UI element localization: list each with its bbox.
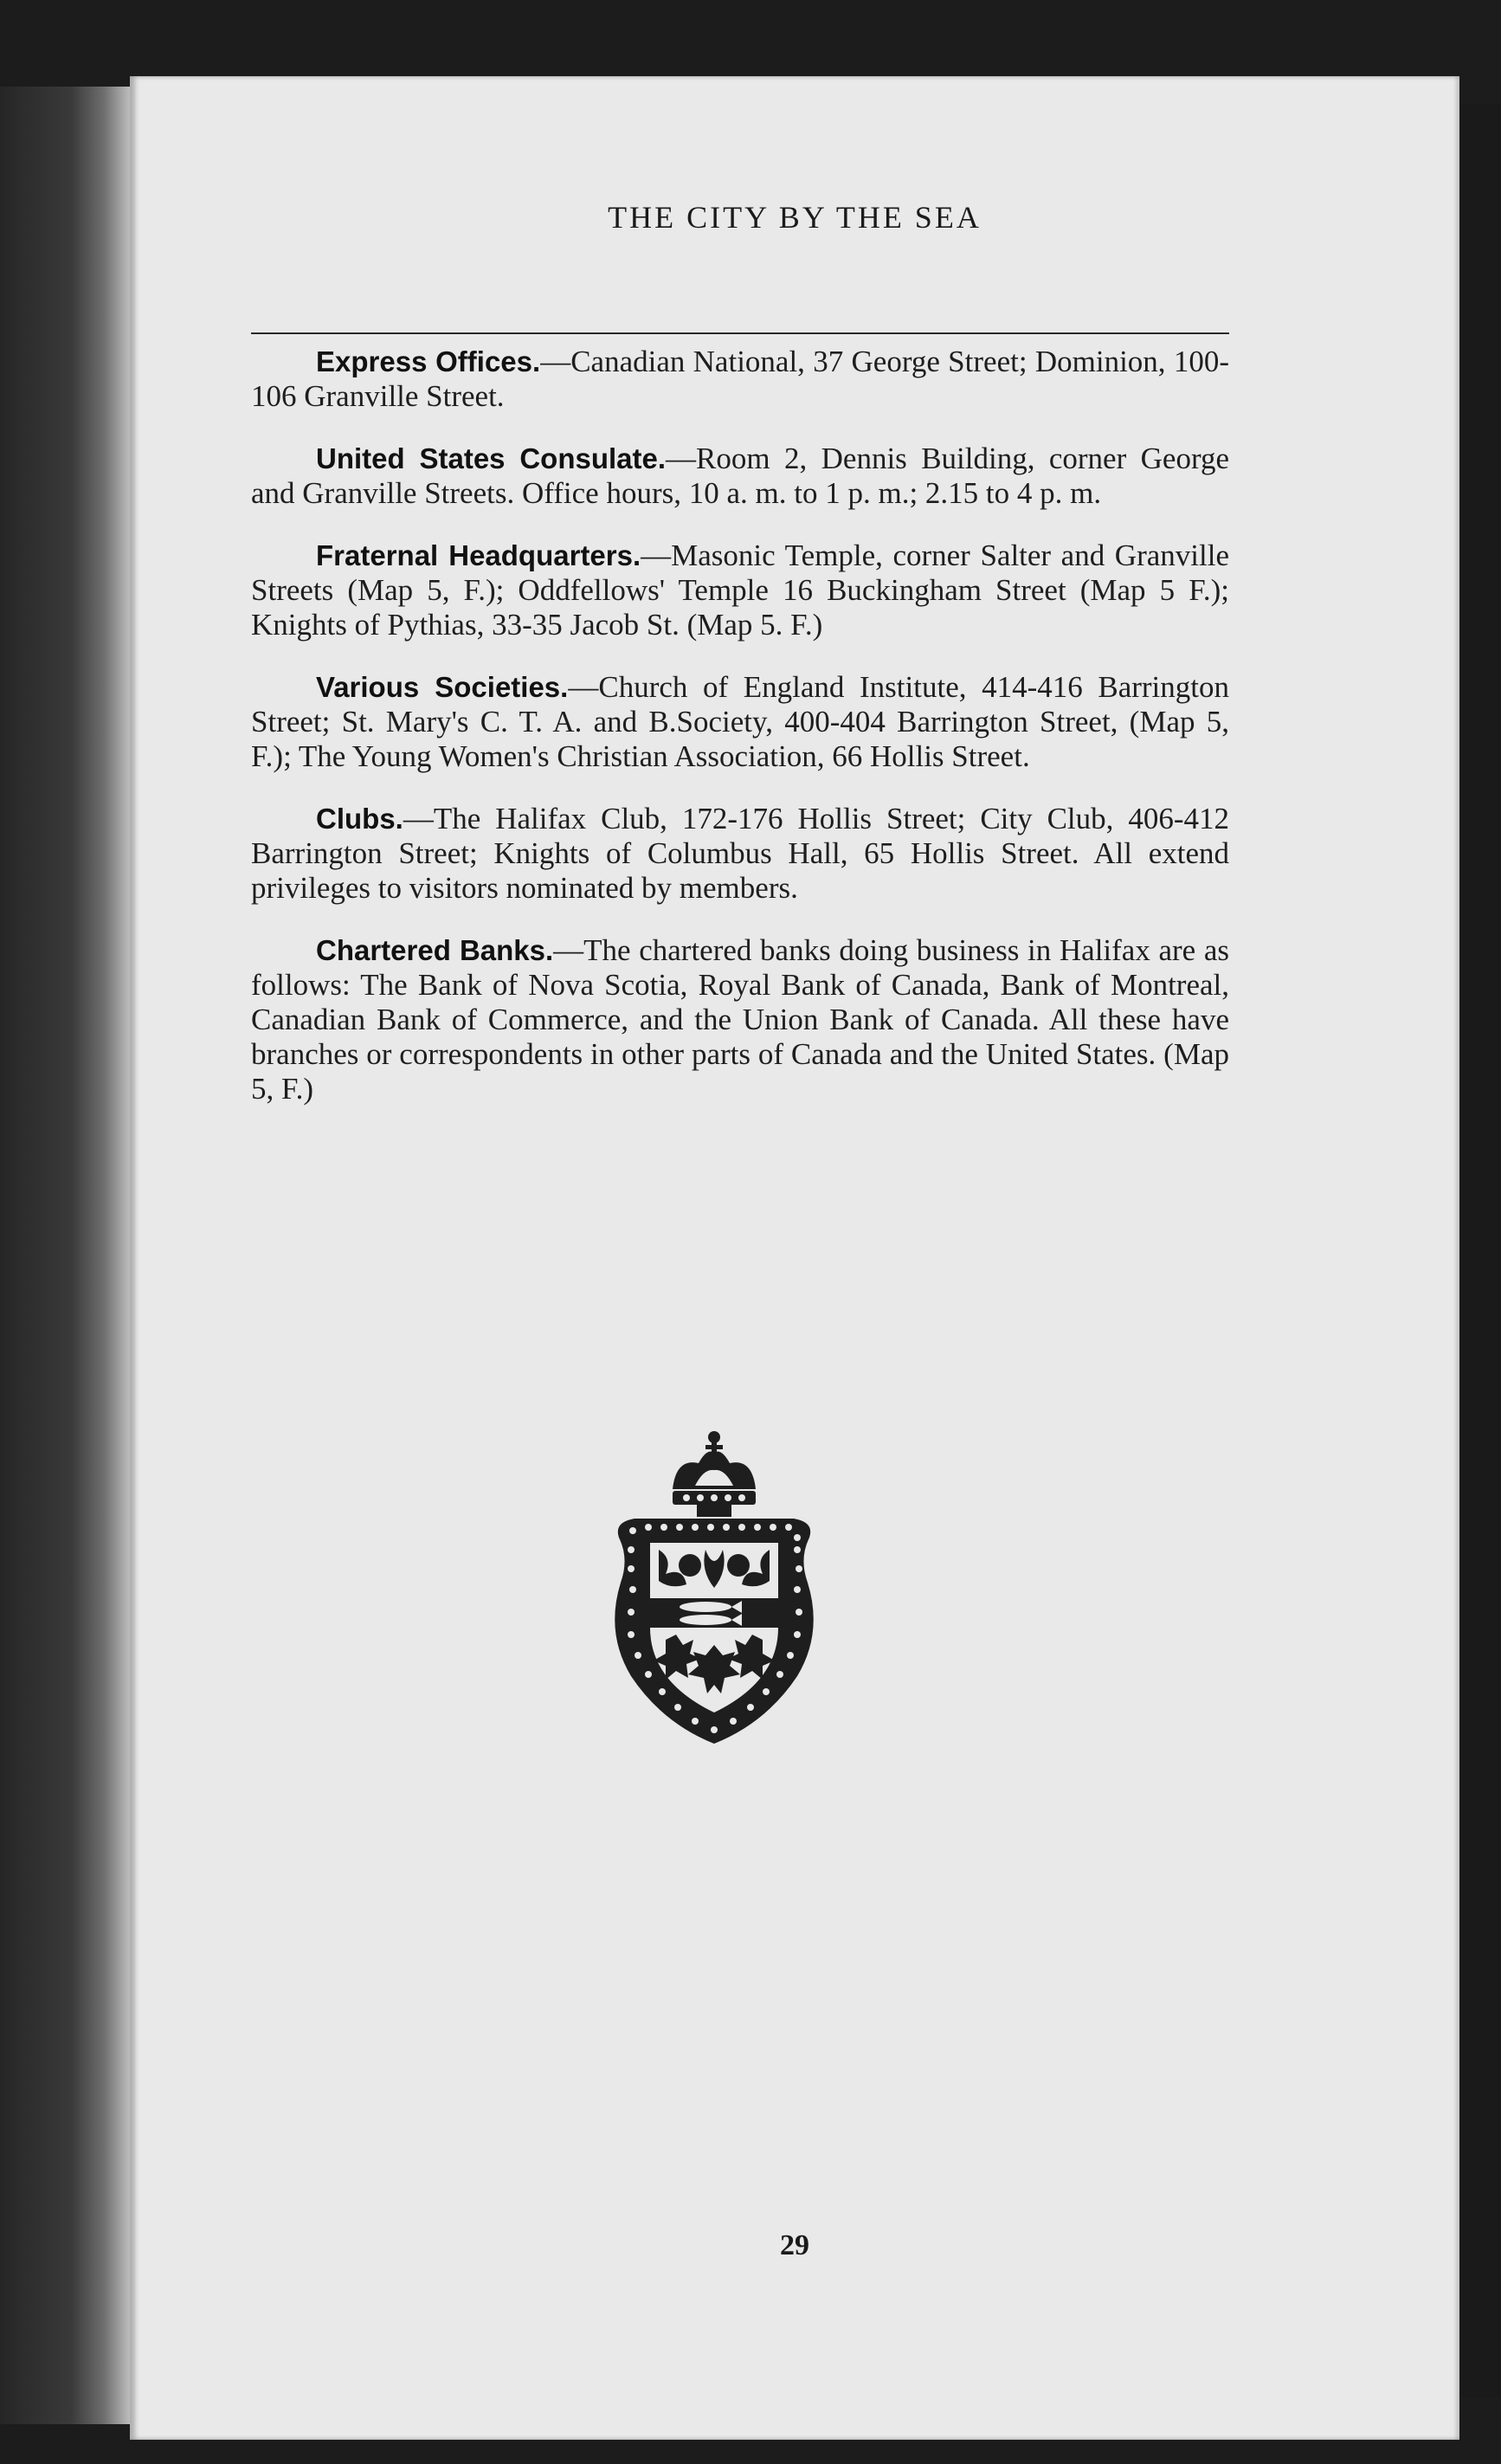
entry-chartered-banks [251,933,1229,1106]
entry-heading: Various Societies. [316,671,569,703]
entry-text: —The chartered banks doing business in Halifax are as follows: The Bank of Nova Scotia, Royal Bank of Canada, Bank of Montreal, Canadian Bank of Commerce, and the Union Bank of Canada. All these have branches or correspondents in other parts of Canada and the United States. (Map 5, F.) [251,933,1230,1106]
running-head: THE CITY BY THE SEA [608,200,982,235]
entry-heading: Fraternal Headquarters. [316,539,641,571]
book-spine-edge [0,87,130,2424]
entry-text: —Church of England Institute, 414-416 Barrington Street; St. Mary's C. T. A. and B.Society, 400-404 Barrington Street, (Map 5, F.); The Young Women's Christian Association, 66 Hollis Street. [251,670,1229,773]
entry-heading: Clubs. [316,803,403,835]
right-background-edge [1459,104,1501,2398]
entry-text: —Room 2, Dennis Building, corner George and Granville Streets. Office hours, 10 a. m. to 1 p. m.; 2.15 to 4 p. m. [251,442,1229,510]
entry-text: —Canadian National, 37 George Street; Dominion, 100-106 Granville Street. [251,345,1229,413]
page-body [251,345,1229,1134]
entry-fraternal-headquarters [251,539,1229,642]
page-number: 29 [780,2229,809,2261]
entry-heading: United States Consulate. [316,442,667,474]
entry-united-states-consulate [251,442,1229,511]
entry-express-offices [251,345,1229,414]
entry-various-societies [251,670,1229,774]
entry-text: —The Halifax Club, 172-176 Hollis Street; City Club, 406-412 Barrington Street; Knights of Columbus Hall, 65 Hollis Street. All extend privileges to visitors nominated by members. [251,802,1229,905]
header-rule [251,332,1229,334]
entry-heading: Express Offices. [316,345,541,377]
entry-heading: Chartered Banks. [316,934,554,966]
entry-clubs [251,802,1229,906]
crest-emblem-icon [593,1429,835,1749]
entry-text: —Masonic Temple, corner Salter and Granville Streets (Map 5, F.); Oddfellows' Temple 16 Buckingham Street (Map 5 F.); Knights of Pythias, 33-35 Jacob St. (Map 5. F.) [251,539,1229,642]
